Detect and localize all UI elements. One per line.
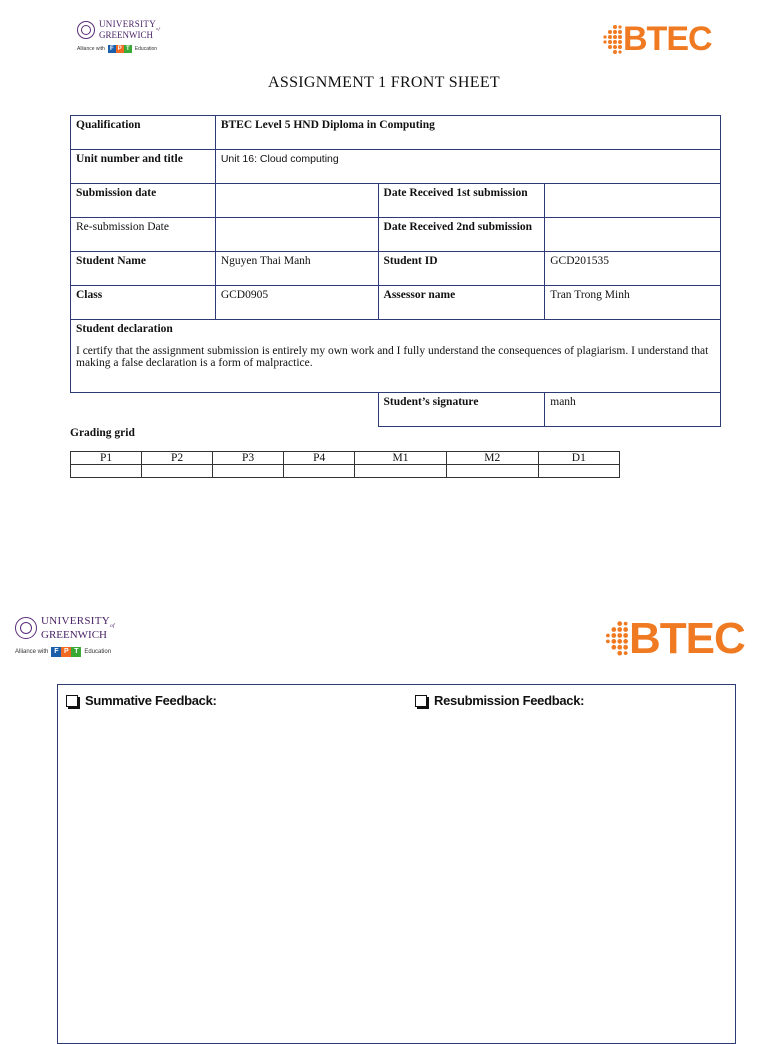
university-line2: GREENWICH [99,30,153,41]
student-id-label: Student ID [378,252,545,286]
grade-cell [213,465,284,478]
alliance-suffix: Education [134,46,158,53]
assessor-label: Assessor name [378,286,545,320]
qualification-label: Qualification [71,116,216,150]
university-line1: UNIVERSITY [99,19,156,29]
btec-logo [600,20,712,59]
btec-dots-icon [600,23,622,57]
university-of: of [156,25,161,31]
summative-feedback [66,693,217,708]
grade-cell [446,465,538,478]
qualification-value: BTEC Level 5 HND Diploma in Computing [215,116,720,150]
table-row [71,320,721,393]
resubmission-date-value [215,218,378,252]
student-declaration [71,320,721,393]
declaration-label: Student declaration [76,323,173,335]
assessor-value: Tran Trong Minh [545,286,721,320]
grade-header: P3 [213,452,284,465]
student-name-value: Nguyen Thai Manh [215,252,378,286]
checkbox-icon[interactable] [66,695,78,707]
fpt-logo: F P T [51,647,81,657]
resubmission-date-label: Re-submission Date [71,218,216,252]
alliance-suffix: Education [84,648,112,655]
btec-dots-icon [602,615,628,663]
unit-label: Unit number and title [71,150,216,184]
fpt-logo: F P T [108,45,132,53]
table-row [71,116,721,150]
grading-grid [70,451,620,478]
page-title: ASSIGNMENT 1 FRONT SHEET [268,74,500,91]
university-greenwich-logo [77,20,160,53]
university-line1: UNIVERSITY [41,615,110,627]
date-received-1-label: Date Received 1st submission [378,184,545,218]
alliance-line [15,647,115,657]
table-row [71,286,721,320]
table-row [71,252,721,286]
front-sheet-table [70,115,721,427]
class-value: GCD0905 [215,286,378,320]
table-row [71,393,721,427]
grade-header: M2 [446,452,538,465]
date-received-2-value [545,218,721,252]
grade-cell [538,465,619,478]
checkbox-icon[interactable] [415,695,427,707]
grading-grid-label: Grading grid [70,427,135,439]
signature-value: manh [545,393,721,427]
btec-wordmark: BTEC [629,614,745,663]
grade-cell [142,465,213,478]
alliance-line [77,45,160,53]
submission-date-label: Submission date [71,184,216,218]
btec-wordmark: BTEC [623,20,712,58]
student-name-label: Student Name [71,252,216,286]
alliance-prefix: Alliance with [15,648,49,655]
date-received-2-label: Date Received 2nd submission [378,218,545,252]
btec-logo [602,614,745,664]
unit-value: Unit 16: Cloud computing [215,150,720,184]
table-row [71,218,721,252]
grading-header-row [71,452,620,465]
resubmission-feedback [415,693,584,708]
grading-value-row [71,465,620,478]
university-of: of [110,623,115,630]
declaration-text: I certify that the assignment submission is entirely my own work and I fully understand the consequences of plagiarism. I understand that making a false declaration is a form of malpractice. [76,345,709,369]
date-received-1-value [545,184,721,218]
university-seal-icon [15,617,37,639]
university-greenwich-logo [15,616,115,657]
grade-header: D1 [538,452,619,465]
signature-spacer [71,393,379,427]
table-row [71,150,721,184]
grade-header: P1 [71,452,142,465]
alliance-prefix: Alliance with [77,46,105,53]
grade-header: M1 [355,452,447,465]
student-id-value: GCD201535 [545,252,721,286]
submission-date-value [215,184,378,218]
grade-cell [71,465,142,478]
grade-cell [355,465,447,478]
signature-label: Student’s signature [378,393,545,427]
university-seal-icon [77,21,95,39]
grade-cell [284,465,355,478]
grade-header: P4 [284,452,355,465]
resubmission-feedback-label: Resubmission Feedback: [434,693,585,708]
class-label: Class [71,286,216,320]
university-line2: GREENWICH [41,628,107,641]
table-row [71,184,721,218]
summative-feedback-label: Summative Feedback: [85,693,217,708]
feedback-box [57,684,736,1044]
grade-header: P2 [142,452,213,465]
